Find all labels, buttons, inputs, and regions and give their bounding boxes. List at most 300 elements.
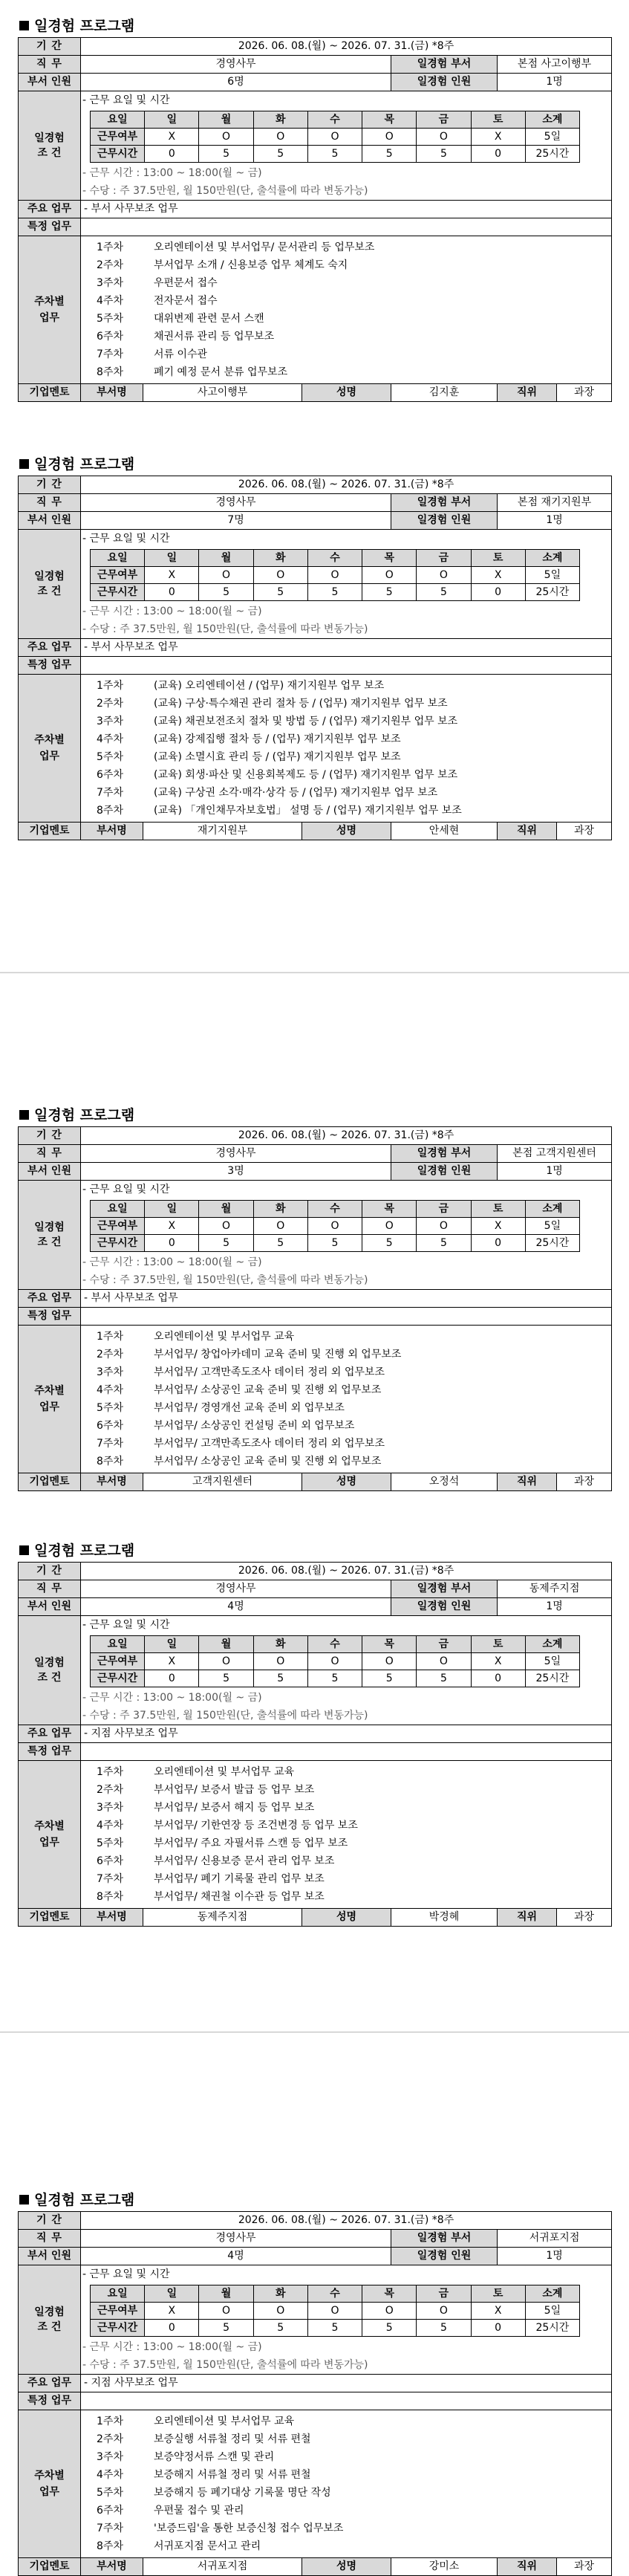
week-description: 부서업무 소개 / 신용보증 업무 체계도 숙지 (154, 259, 348, 271)
grid-hours-cell: 5 (362, 1670, 417, 1687)
week-description: 부서업무/ 경영개선 교육 준비 외 업무보조 (154, 1402, 345, 1414)
square-bullet-icon (19, 2195, 29, 2204)
grid-hours-cell: 0 (471, 1235, 525, 1252)
grid-hours-cell: 5 (307, 2320, 362, 2337)
grid-header-cell: 수 (307, 550, 362, 567)
mentor-dept-value: 동제주지점 (143, 1909, 302, 1927)
grid-work-cell: X (145, 567, 199, 584)
week-description: 부서업무/ 고객만족도조사 데이터 정리 외 업무보조 (154, 1438, 385, 1450)
schedule-cond-label (19, 91, 81, 201)
schedule-cond-label-line1: 일경험 (34, 571, 65, 583)
mentor-label: 기업멘토 (19, 2558, 81, 2576)
week-number: 5주차 (97, 1402, 123, 1414)
period-value: 2026. 06. 08.(월) ~ 2026. 07. 31.(금) *8주 (81, 38, 612, 56)
work-days-heading: - 근무 요일 및 시간 (82, 533, 170, 545)
grid-work-label: 근무여부 (91, 1653, 145, 1670)
mentor-pos-label: 직위 (498, 1909, 557, 1927)
grid-hours-cell: 5 (362, 584, 417, 601)
week-description: '보증드림'을 통한 보증신청 접수 업무보조 (154, 2523, 344, 2534)
schedule-cond-label-line1: 일경험 (34, 1222, 65, 1233)
hours-line: - 근무 시간 : 13:00 ~ 18:00(월 ~ 금) (82, 1692, 262, 1704)
weekly-cell (81, 675, 612, 823)
hours-line: - 근무 시간 : 13:00 ~ 18:00(월 ~ 금) (82, 606, 262, 617)
week-row (81, 784, 611, 802)
special-task-label: 특정 업무 (19, 1308, 81, 1326)
mentor-dept-value: 고객지원센터 (143, 1473, 302, 1491)
grid-header-cell: 요일 (91, 1201, 145, 1218)
grid-work-cell: O (253, 1218, 307, 1235)
mentor-name-label: 성명 (302, 823, 391, 840)
grid-hours-cell: 0 (145, 584, 199, 601)
week-number: 2주차 (97, 1349, 123, 1360)
mentor-name-label: 성명 (302, 1909, 391, 1927)
program-title-text: 일경험 프로그램 (34, 2192, 135, 2208)
grid-hours-cell: 25시간 (525, 584, 579, 601)
grid-work-cell: X (471, 567, 525, 584)
grid-hours-cell: 25시간 (525, 146, 579, 163)
week-row (81, 1781, 611, 1799)
week-description: 부서업무/ 소상공인 컨설팅 준비 외 업무보조 (154, 1420, 355, 1432)
weekly-label-line1: 주차별 (34, 734, 65, 746)
pay-line: - 수당 : 주 37.5만원, 월 150만원(단, 출석률에 따라 변동가능) (82, 185, 368, 197)
exp-people-value: 1명 (498, 2248, 612, 2265)
schedule-cond-label-line2: 조 건 (37, 147, 62, 159)
week-description: (교육) 소멸시효 관리 등 / (업무) 재기지원부 업무 보조 (154, 751, 401, 763)
week-description: (교육) 「개인채무자보호법」 설명 등 / (업무) 재기지원부 업무 보조 (154, 805, 462, 817)
week-row (81, 1888, 611, 1906)
week-number: 6주차 (97, 331, 123, 343)
schedule-cond-label-line2: 조 건 (37, 1672, 62, 1684)
grid-work-cell: O (362, 129, 417, 146)
grid-header-cell: 화 (253, 550, 307, 567)
week-row (81, 1328, 611, 1346)
program-table (18, 1126, 612, 1491)
page-break-divider (0, 972, 629, 973)
weekly-label-line1: 주차별 (34, 2470, 65, 2482)
week-row (81, 2448, 611, 2466)
exp-dept-label: 일경험 부서 (391, 1580, 498, 1598)
grid-work-cell: O (253, 129, 307, 146)
grid-work-cell: O (307, 1218, 362, 1235)
grid-hours-cell: 5 (253, 584, 307, 601)
week-number: 1주차 (97, 241, 123, 253)
week-row (81, 713, 611, 730)
week-number: 8주차 (97, 1891, 123, 1903)
main-task-label: 주요 업무 (19, 201, 81, 218)
week-description: 서류 이수관 (154, 348, 208, 360)
weekly-label (19, 1326, 81, 1473)
week-description: (교육) 채권보전조치 절차 및 방법 등 / (업무) 재기지원부 업무 보조 (154, 716, 458, 727)
grid-hours-row (91, 1235, 580, 1252)
duty-value: 경영사무 (81, 56, 391, 74)
grid-header-cell: 일 (145, 550, 199, 567)
week-number: 4주차 (97, 733, 123, 745)
grid-hours-label: 근무시간 (91, 1235, 145, 1252)
week-number: 2주차 (97, 2433, 123, 2445)
work-schedule-grid (90, 1635, 580, 1687)
mentor-pos-value: 과장 (557, 2558, 612, 2576)
week-number: 3주차 (97, 2451, 123, 2463)
week-number: 2주차 (97, 259, 123, 271)
grid-hours-cell: 5 (253, 2320, 307, 2337)
exp-people-value: 1명 (498, 1598, 612, 1616)
grid-work-row (91, 129, 580, 146)
week-description: (교육) 구상권 소각·매각·상각 등 / (업무) 재기지원부 업무 보조 (154, 787, 438, 799)
grid-hours-cell: 5 (199, 1235, 253, 1252)
week-row (81, 2520, 611, 2537)
grid-header-cell: 목 (362, 2285, 417, 2303)
grid-work-cell: O (417, 567, 471, 584)
hours-line: - 근무 시간 : 13:00 ~ 18:00(월 ~ 금) (82, 167, 262, 179)
week-description: (교육) 회생·파산 및 신용회복제도 등 / (업무) 재기지원부 업무 보조 (154, 769, 458, 781)
period-value: 2026. 06. 08.(월) ~ 2026. 07. 31.(금) *8주 (81, 476, 612, 494)
exp-dept-value: 본점 사고이행부 (498, 56, 612, 74)
period-label: 기 간 (19, 38, 81, 56)
grid-header-cell: 수 (307, 2285, 362, 2303)
grid-hours-cell: 5 (417, 584, 471, 601)
grid-work-cell: X (471, 1218, 525, 1235)
exp-dept-value: 본점 재기지원부 (498, 494, 612, 512)
grid-header-cell: 화 (253, 1636, 307, 1653)
week-description: 오리엔테이션 및 부서업무 교육 (154, 2416, 295, 2427)
week-row (81, 2430, 611, 2448)
mentor-pos-label: 직위 (498, 384, 557, 402)
special-task-label: 특정 업무 (19, 218, 81, 236)
week-number: 8주차 (97, 805, 123, 817)
grid-work-cell: O (199, 129, 253, 146)
pay-line: - 수당 : 주 37.5만원, 월 150만원(단, 출석률에 따라 변동가능) (82, 2359, 368, 2371)
special-task-value (81, 218, 612, 236)
week-number: 1주차 (97, 1331, 123, 1343)
hours-line: - 근무 시간 : 13:00 ~ 18:00(월 ~ 금) (82, 2341, 262, 2353)
grid-work-cell: O (307, 567, 362, 584)
work-schedule-grid (90, 111, 580, 163)
work-schedule-grid (90, 1200, 580, 1252)
week-number: 8주차 (97, 1456, 123, 1467)
grid-header-cell: 토 (471, 1201, 525, 1218)
week-row (81, 677, 611, 695)
grid-hours-cell: 5 (362, 1235, 417, 1252)
schedule-cond-label-line1: 일경험 (34, 1657, 65, 1669)
grid-work-cell: O (362, 1653, 417, 1670)
pay-line: - 수당 : 주 37.5만원, 월 150만원(단, 출석률에 따라 변동가능) (82, 1274, 368, 1286)
program-table (18, 476, 612, 840)
program-title-text: 일경험 프로그램 (34, 18, 135, 34)
week-row (81, 1817, 611, 1834)
grid-hours-cell: 5 (199, 1670, 253, 1687)
grid-header-cell: 월 (199, 1636, 253, 1653)
weekly-label (19, 1761, 81, 1909)
week-row (81, 363, 611, 381)
grid-header-cell: 일 (145, 111, 199, 129)
program-title-text: 일경험 프로그램 (34, 456, 135, 473)
week-description: 전자문서 접수 (154, 295, 218, 307)
grid-header-row (91, 1201, 580, 1218)
grid-header-cell: 토 (471, 111, 525, 129)
grid-work-cell: X (145, 129, 199, 146)
grid-work-row (91, 1218, 580, 1235)
grid-hours-cell: 5 (417, 146, 471, 163)
grid-header-cell: 화 (253, 1201, 307, 1218)
program-section (18, 1541, 611, 1927)
mentor-label: 기업멘토 (19, 1473, 81, 1491)
dept-people-value: 4명 (81, 2248, 391, 2265)
week-row (81, 328, 611, 345)
square-bullet-icon (19, 1110, 29, 1120)
grid-header-cell: 소계 (525, 111, 579, 129)
weekly-label-line1: 주차별 (34, 1385, 65, 1397)
grid-hours-cell: 0 (471, 146, 525, 163)
week-row (81, 1417, 611, 1435)
week-description: 부서업무/ 기한연장 등 조건변경 등 업무 보조 (154, 1820, 358, 1832)
grid-header-cell: 목 (362, 550, 417, 567)
grid-header-cell: 토 (471, 1636, 525, 1653)
week-row (81, 1453, 611, 1470)
week-description: 부서업무/ 주요 자필서류 스캔 등 업무 보조 (154, 1837, 348, 1849)
mentor-dept-label: 부서명 (81, 1909, 143, 1927)
special-task-value (81, 2392, 612, 2410)
grid-work-cell: O (417, 1653, 471, 1670)
grid-header-cell: 목 (362, 1636, 417, 1653)
main-task-value: - 부서 사무보조 업무 (81, 1290, 612, 1308)
grid-header-cell: 금 (417, 1636, 471, 1653)
grid-hours-row (91, 146, 580, 163)
grid-work-label: 근무여부 (91, 1218, 145, 1235)
work-schedule-grid (90, 2285, 580, 2337)
program-section (18, 2190, 611, 2576)
week-row (81, 274, 611, 292)
grid-work-cell: O (307, 1653, 362, 1670)
grid-work-cell: X (471, 2303, 525, 2320)
grid-hours-cell: 5 (199, 2320, 253, 2337)
mentor-pos-value: 과장 (557, 1473, 612, 1491)
week-number: 8주차 (97, 2540, 123, 2552)
special-task-label: 특정 업무 (19, 2392, 81, 2410)
program-table (18, 37, 612, 402)
mentor-name-value: 김지훈 (391, 384, 498, 402)
week-row (81, 730, 611, 748)
schedule-cond-label-line2: 조 건 (37, 585, 62, 597)
grid-header-row (91, 550, 580, 567)
mentor-pos-value: 과장 (557, 384, 612, 402)
exp-dept-value: 본점 고객지원센터 (498, 1145, 612, 1163)
exp-people-value: 1명 (498, 74, 612, 91)
week-number: 7주차 (97, 1438, 123, 1450)
week-number: 8주차 (97, 366, 123, 378)
week-row (81, 2413, 611, 2430)
grid-work-cell: O (307, 2303, 362, 2320)
duty-label: 직 무 (19, 1580, 81, 1598)
grid-hours-cell: 0 (145, 1235, 199, 1252)
grid-work-cell: O (199, 567, 253, 584)
main-task-value: - 지점 사무보조 업무 (81, 2375, 612, 2392)
schedule-cond-label (19, 1616, 81, 1725)
grid-header-cell: 월 (199, 2285, 253, 2303)
grid-header-cell: 금 (417, 2285, 471, 2303)
grid-work-cell: O (199, 1653, 253, 1670)
week-number: 2주차 (97, 1784, 123, 1796)
week-row (81, 1363, 611, 1381)
exp-dept-value: 동제주지점 (498, 1580, 612, 1598)
duty-value: 경영사무 (81, 1580, 391, 1598)
grid-header-cell: 소계 (525, 1636, 579, 1653)
mentor-pos-value: 과장 (557, 823, 612, 840)
dept-people-value: 6명 (81, 74, 391, 91)
special-task-value (81, 657, 612, 675)
week-description: 부서업무/ 보증서 해지 등 업무 보조 (154, 1802, 315, 1814)
grid-work-cell: O (199, 2303, 253, 2320)
grid-hours-label: 근무시간 (91, 1670, 145, 1687)
grid-work-cell: 5일 (525, 1653, 579, 1670)
week-description: (교육) 오리엔테이션 / (업무) 재기지원부 업무 보조 (154, 680, 385, 692)
grid-hours-cell: 5 (362, 146, 417, 163)
week-description: 오리엔테이션 및 부서업무 교육 (154, 1331, 295, 1343)
grid-hours-cell: 25시간 (525, 1670, 579, 1687)
grid-hours-row (91, 1670, 580, 1687)
period-label: 기 간 (19, 476, 81, 494)
week-description: 부서업무/ 보증서 발급 등 업무 보조 (154, 1784, 315, 1796)
grid-header-cell: 요일 (91, 1636, 145, 1653)
mentor-dept-value: 재기지원부 (143, 823, 302, 840)
week-row (81, 802, 611, 820)
grid-header-row (91, 2285, 580, 2303)
special-task-value (81, 1743, 612, 1761)
mentor-dept-label: 부서명 (81, 384, 143, 402)
weekly-label-line2: 업무 (39, 1401, 60, 1413)
week-number: 7주차 (97, 2523, 123, 2534)
mentor-name-label: 성명 (302, 2558, 391, 2576)
week-row (81, 292, 611, 310)
exp-people-value: 1명 (498, 512, 612, 530)
mentor-pos-value: 과장 (557, 1909, 612, 1927)
period-label: 기 간 (19, 2212, 81, 2230)
grid-header-cell: 금 (417, 111, 471, 129)
week-description: 부서업무/ 채권철 이수관 등 업무 보조 (154, 1891, 325, 1903)
duty-value: 경영사무 (81, 2230, 391, 2248)
grid-header-cell: 소계 (525, 550, 579, 567)
special-task-label: 특정 업무 (19, 1743, 81, 1761)
week-row (81, 1834, 611, 1852)
grid-header-row (91, 111, 580, 129)
week-row (81, 695, 611, 713)
dept-people-label: 부서 인원 (19, 1598, 81, 1616)
week-row (81, 345, 611, 363)
schedule-cond-label-line2: 조 건 (37, 1236, 62, 1248)
week-description: 부서업무/ 창업아카데미 교육 준비 및 진행 외 업무보조 (154, 1349, 402, 1360)
grid-hours-cell: 5 (417, 2320, 471, 2337)
weekly-cell (81, 2410, 612, 2558)
work-days-heading: - 근무 요일 및 시간 (82, 2268, 170, 2280)
duty-label: 직 무 (19, 2230, 81, 2248)
week-number: 1주차 (97, 1766, 123, 1778)
grid-header-cell: 토 (471, 550, 525, 567)
mentor-label: 기업멘토 (19, 823, 81, 840)
weekly-label-line2: 업무 (39, 312, 60, 324)
week-description: 폐기 예정 문서 분류 업무보조 (154, 366, 288, 378)
grid-header-cell: 화 (253, 111, 307, 129)
schedule-cond-label-line1: 일경험 (34, 2306, 65, 2318)
mentor-pos-label: 직위 (498, 2558, 557, 2576)
program-section (18, 16, 611, 402)
exp-people-value: 1명 (498, 1163, 612, 1181)
grid-work-label: 근무여부 (91, 2303, 145, 2320)
week-description: 대위변제 관련 문서 스캔 (154, 313, 264, 325)
grid-work-cell: O (307, 129, 362, 146)
weekly-label (19, 675, 81, 823)
grid-header-cell: 일 (145, 1201, 199, 1218)
week-number: 7주차 (97, 348, 123, 360)
grid-hours-label: 근무시간 (91, 146, 145, 163)
weekly-label-line1: 주차별 (34, 1820, 65, 1832)
week-number: 5주차 (97, 2487, 123, 2499)
week-row (81, 310, 611, 328)
week-row (81, 239, 611, 256)
mentor-dept-value: 사고이행부 (143, 384, 302, 402)
program-section (18, 1106, 611, 1491)
week-description: (교육) 구상·특수채권 관리 절차 등 / (업무) 재기지원부 업무 보조 (154, 698, 448, 710)
mentor-name-value: 안세현 (391, 823, 498, 840)
week-number: 3주차 (97, 277, 123, 289)
week-description: 부서업무/ 소상공인 교육 준비 및 진행 외 업무보조 (154, 1384, 382, 1396)
week-description: 부서업무/ 폐기 기록물 관리 업무 보조 (154, 1873, 325, 1885)
grid-header-cell: 화 (253, 2285, 307, 2303)
weekly-list (81, 2410, 611, 2557)
week-description: 오리엔테이션 및 부서업무/ 문서관리 등 업무보조 (154, 241, 375, 253)
grid-hours-cell: 5 (253, 1235, 307, 1252)
week-description: 보증해지 서류철 정리 및 서류 편철 (154, 2469, 311, 2481)
week-number: 2주차 (97, 698, 123, 710)
grid-work-cell: X (471, 129, 525, 146)
exp-dept-label: 일경험 부서 (391, 56, 498, 74)
schedule-cond-cell (81, 1616, 612, 1725)
week-description: 채권서류 관리 등 업무보조 (154, 331, 275, 343)
grid-work-label: 근무여부 (91, 129, 145, 146)
work-schedule-grid (90, 549, 580, 601)
grid-hours-cell: 5 (307, 584, 362, 601)
week-number: 7주차 (97, 787, 123, 799)
grid-work-cell: O (362, 567, 417, 584)
grid-hours-cell: 5 (253, 1670, 307, 1687)
weekly-cell (81, 1326, 612, 1473)
grid-header-cell: 소계 (525, 1201, 579, 1218)
mentor-name-label: 성명 (302, 1473, 391, 1491)
mentor-dept-label: 부서명 (81, 1473, 143, 1491)
grid-work-cell: O (199, 1218, 253, 1235)
grid-work-cell: O (362, 1218, 417, 1235)
grid-hours-cell: 0 (145, 1670, 199, 1687)
grid-hours-row (91, 584, 580, 601)
grid-header-cell: 요일 (91, 550, 145, 567)
main-task-value: - 부서 사무보조 업무 (81, 639, 612, 657)
special-task-value (81, 1308, 612, 1326)
grid-work-cell: O (417, 2303, 471, 2320)
period-label: 기 간 (19, 1127, 81, 1145)
grid-work-cell: X (145, 1218, 199, 1235)
grid-hours-label: 근무시간 (91, 2320, 145, 2337)
program-title (18, 16, 611, 36)
duty-label: 직 무 (19, 1145, 81, 1163)
week-row (81, 2466, 611, 2484)
grid-work-cell: X (145, 2303, 199, 2320)
week-row (81, 1399, 611, 1417)
exp-people-label: 일경험 인원 (391, 1163, 498, 1181)
grid-hours-cell: 5 (307, 1670, 362, 1687)
exp-dept-label: 일경험 부서 (391, 2230, 498, 2248)
weekly-label-line2: 업무 (39, 750, 60, 762)
week-description: 우편문서 접수 (154, 277, 218, 289)
grid-hours-row (91, 2320, 580, 2337)
week-description: 우편물 접수 및 관리 (154, 2505, 244, 2517)
